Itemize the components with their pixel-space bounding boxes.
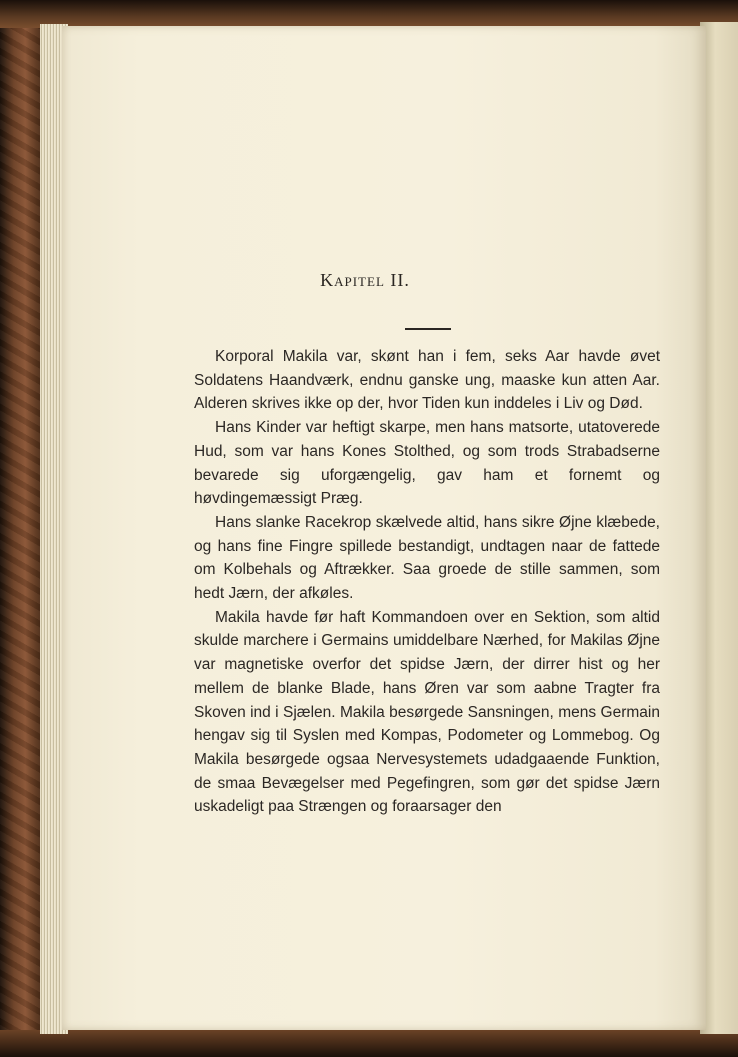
heading-rule [405, 328, 451, 330]
body-text [194, 345, 660, 819]
chapter-heading [0, 270, 730, 291]
book-cover-bottom [0, 1030, 738, 1057]
paragraph-4: Makila havde før haft Kommandoen over en Sektion, som altid skulde marchere i Germains umiddelbare Nærhed, for Makilas Øjne var magnetiske overfor det spidse Jærn, der dirrer hist og her mellem de blanke Blade, hans Øren var som aabne Tragter fra Skoven ind i Sjælen. Makila besørgede Sansningen, mens Germain hengav sig til Syslen med Kompas, Podometer og Lommebog. Og Makila besørgede ogsaa Nervesystemets udadgaaende Funktion, de smaa Bevægelser med Pegefingren, som gør det spidse Jærn uskadeligt paa Strængen og foraarsager den [194, 608, 660, 816]
paragraph-2: Hans Kinder var heftigt skarpe, men hans matsorte, utatoverede Hud, som var hans Kones Stolthed, og som trods Strabadserne bevarede sig uforgængelig, gav ham et fornemt og høvdingemæssigt Præg. [194, 419, 660, 508]
paragraph-1: Korporal Makila var, skønt han i fem, seks Aar havde øvet Soldatens Haandværk, endnu ganske ung, maaske kun atten Aar. Alderen skrives ikke op der, hvor Tiden kun inddeles i Liv og Død. [194, 348, 660, 413]
chapter-title: Kapitel II. [320, 270, 410, 290]
paragraph-3: Hans slanke Racekrop skælvede altid, hans sikre Øjne klæbede, og hans fine Fingre spillede bestandigt, undtagen naar de fattede om Kolbehals og Aftrækker. Saa groede de stille sammen, som hedt Jærn, der afkøles. [194, 513, 660, 603]
book-cover-top [0, 0, 738, 28]
